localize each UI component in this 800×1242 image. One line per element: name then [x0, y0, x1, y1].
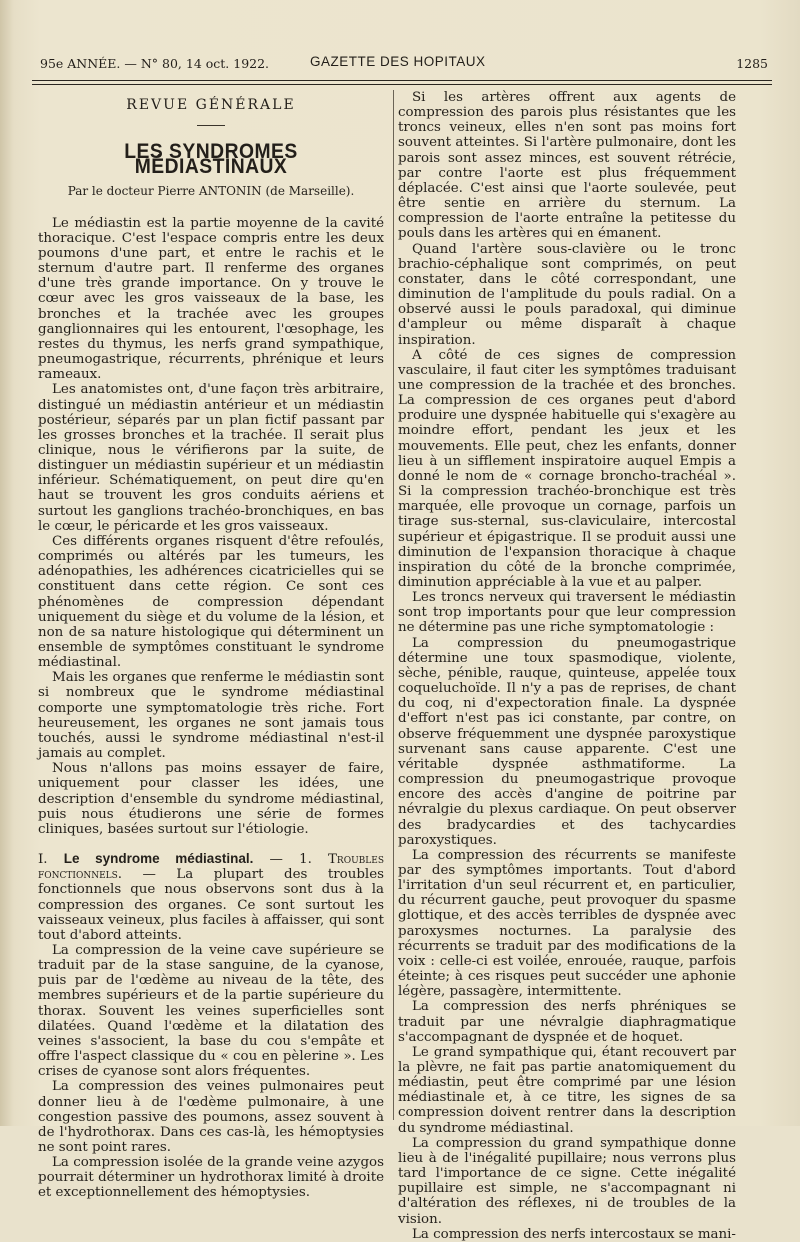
section-paragraph: [38, 851, 384, 943]
section-text: — La plupart des troubles fonctionnels que nous observons sont dus à la compression des organes. Ce sont surtout les vaisseaux veineux, plus faciles à affaisser, qui sont tout d'abord atteints.: [38, 867, 384, 943]
section-kicker: REVUE GÉNÉRALE: [126, 97, 296, 113]
paragraph: Ces différents organes risquent d'être refoulés, comprimés ou altérés par les tumeurs, les adénopathies, les adhérences cicatricielles qui se constituent dans cette région. Ce sont ces phénomènes de compression dépendant uniquement du siège et du volume de la lésion, et non de sa nature histologique qui déterminent un ensemble de symptômes constituant le syndrome médiastinal.: [38, 533, 384, 671]
paragraph: La compression des récurrents se manifeste par des symptômes importants. Tout d'abord l'irritation d'un seul récurrent et, en particulier, du récurrent gauche, peut provoquer du spasme glottique, et des accès terribles de dyspnée avec paroxysmes nocturnes. La paralysie des récurrents se traduit par des modifications de la voix : celle-ci est voilée, enrouée, rauque, parfois éteinte; à ces risques peut succéder une aphonie légère, passagère, intermittente.: [398, 847, 736, 1000]
paragraph: Les anatomistes ont, d'une façon très arbitraire, distingué un médiastin antérieur et un médiastin postérieur, séparés par un plan fictif passant par les grosses bronches et la trachée. Il serait plus clinique, nous le vérifierons par la suite, de distinguer un médiastin supérieur et un médiastin inférieur. Schématiquement, on peut dire qu'en haut se trouvent les gros conduits aériens et surtout les ganglions trachéo-bronchiques, en bas le cœur, le péricarde et les gros vaisseaux.: [38, 382, 384, 534]
right-column: [398, 90, 736, 1242]
left-column: [38, 90, 384, 1201]
paragraph: La compression de la veine cave supérieure se traduit par de la stase sanguine, de la cyanose, puis par de l'œdème au niveau de la tête, des membres supérieurs et de la partie supérieure du thorax. Souvent les veines superficielles sont dilatées. Quand l'œdème et la dilatation des veines s'associent, la base du cou s'empâte et offre l'aspect classique du « cou en pèlerine ». Les crises de cyanose sont alors fréquentes.: [38, 942, 384, 1080]
paragraph: La compression du pneumogastrique détermine une toux spasmodique, violente, sèche, pénible, rauque, quinteuse, appelée toux coqueluchoïde. Il n'y a pas de reprises, de chant du coq, ni d'expectoration finale. La dyspnée d'effort n'est pas ici constante, par contre, on observe fréquemment une dyspnée paroxystique survenant sans cause apparente. C'est une véritable dyspnée asthmatiforme. La compression du pneumogastrique provoque encore des accès d'angine de poitrine par névralgie du plexus cardiaque. On peut observer des bradycardies et des tachycardies paroxystiques.: [398, 635, 736, 848]
column-divider: [393, 90, 394, 1120]
paragraph: Le grand sympathique qui, étant recouvert par la plèvre, ne fait pas partie anatomiquement du médiastin, peut être comprimé par une lésion médiastinale et, à ce titre, les signes de sa compression doivent rentrer dans la description du syndrome médiastinal.: [398, 1044, 736, 1136]
paragraph: La compression du grand sympathique donne lieu à de l'inégalité pupillaire; nous verrons plus tard l'importance de ce signe. Cette inégalité pupillaire est simple, ne s'accompagnant ni d'altération des réflexes, ni de troubles de la vision.: [398, 1135, 736, 1227]
journal-title: GAZETTE DES HOPITAUX: [310, 54, 486, 69]
header-rule-thick: [32, 80, 772, 81]
page-header: [40, 52, 768, 74]
paragraph: Les troncs nerveux qui traversent le médiastin sont trop importants pour que leur compression ne détermine pas une riche symptomatologie :: [398, 590, 736, 636]
paragraph: Quand l'artère sous-clavière ou le tronc brachio-céphalique sont comprimés, on peut constater, dans le côté correspondant, une diminution de l'amplitude du pouls radial. On a observé aussi le pouls paradoxal, qui diminue d'ampleur ou même disparaît à chaque inspiration.: [398, 241, 736, 348]
header-rule-thin: [32, 84, 772, 85]
paragraph: Nous n'allons pas moins essayer de faire, uniquement pour classer les idées, une description d'ensemble du syndrome médiastinal, puis nous étudierons une série de formes cliniques, basées surtout sur l'étiologie.: [38, 761, 384, 837]
page-number: 1285: [736, 56, 768, 71]
paragraph: Le médiastin est la partie moyenne de la cavité thoracique. C'est l'espace compris entre les deux poumons d'une part, et entre le rachis et le sternum d'autre part. Il renferme des organes d'une très grande importance. On y trouve le cœur avec les gros vaisseaux de la base, les bronches et la trachée avec les groupes ganglionnaires qui les entourent, l'œsophage, les restes du thymus, les nerfs grand sympathique, pneumogastrique, récurrents, phrénique et leurs rameaux.: [38, 215, 384, 383]
article-title: LES SYNDROMES MÉDIASTINAUX: [124, 140, 298, 179]
section-number: I.: [38, 852, 48, 868]
article-byline: Par le docteur Pierre ANTONIN (de Marseille).: [67, 184, 355, 199]
paragraph: La compression isolée de la grande veine azygos pourrait déterminer un hydrothorax limité à droite et exceptionnellement des hémoptysies.: [38, 1155, 384, 1201]
paragraph: A côté de ces signes de compression vasculaire, il faut citer les symptômes traduisant une compression de la trachée et des bronches. La compression de ces organes peut d'abord produire une dyspnée habituelle qui s'exagère au moindre effort, pendant les jeux et les mouvements. Elle peut, chez les enfants, donner lieu à un sifflement inspiratoire auquel Empis a donné le nom de « cornage broncho-trachéal ». Si la compression trachéo-bronchique est très marquée, elle provoque un cornage, parfois un tirage sus-sternal, sus-claviculaire, intercostal supérieur et épigastrique. Il se produit aussi une diminution de l'expansion thoracique à chaque inspiration du côté de la bronche comprimée, diminution appréciable à la vue et au palper.: [398, 347, 736, 590]
issue-info: 95e ANNÉE. — N° 80, 14 oct. 1922.: [40, 56, 270, 71]
paragraph: La compression des veines pulmonaires peut donner lieu à de l'œdème pulmonaire, à une congestion passive des poumons, assez souvent à de l'hydrothorax. Dans ces cas-là, les hémoptysies ne sont point rares.: [38, 1079, 384, 1155]
section-heading: Le syndrome médiastinal.: [63, 851, 254, 867]
paragraph: Si les artères offrent aux agents de compression des parois plus résistantes que les troncs veineux, elles n'en sont pas moins fort souvent atteintes. Si l'artère pulmonaire, dont les parois sont assez minces, est souvent rétrécie, par contre l'aorte est plus fréquemment déplacée. C'est ainsi que l'aorte soulevée, peut être sentie en arrière du sternum. La compression de l'aorte entraîne la petitesse du pouls dans les artères qui en émanent.: [398, 90, 736, 242]
paragraph: Mais les organes que renferme le médiastin sont si nombreux que le syndrome médiastinal comporte une symptomatologie très riche. Fort heureusement, les organes ne sont jamais tous touchés, aussi le syndrome médiastinal n'est-il jamais au complet.: [38, 670, 384, 762]
kicker-rule: [197, 125, 225, 126]
paragraph: La compression des nerfs phréniques se traduit par une névralgie diaphragmatique s'accompagnant de dyspnée et de hoquet.: [398, 999, 736, 1045]
section-subheading: — 1. Troubles fonctionnels.: [38, 852, 384, 883]
paragraph: La compression des nerfs intercostaux se mani-: [412, 1226, 736, 1242]
